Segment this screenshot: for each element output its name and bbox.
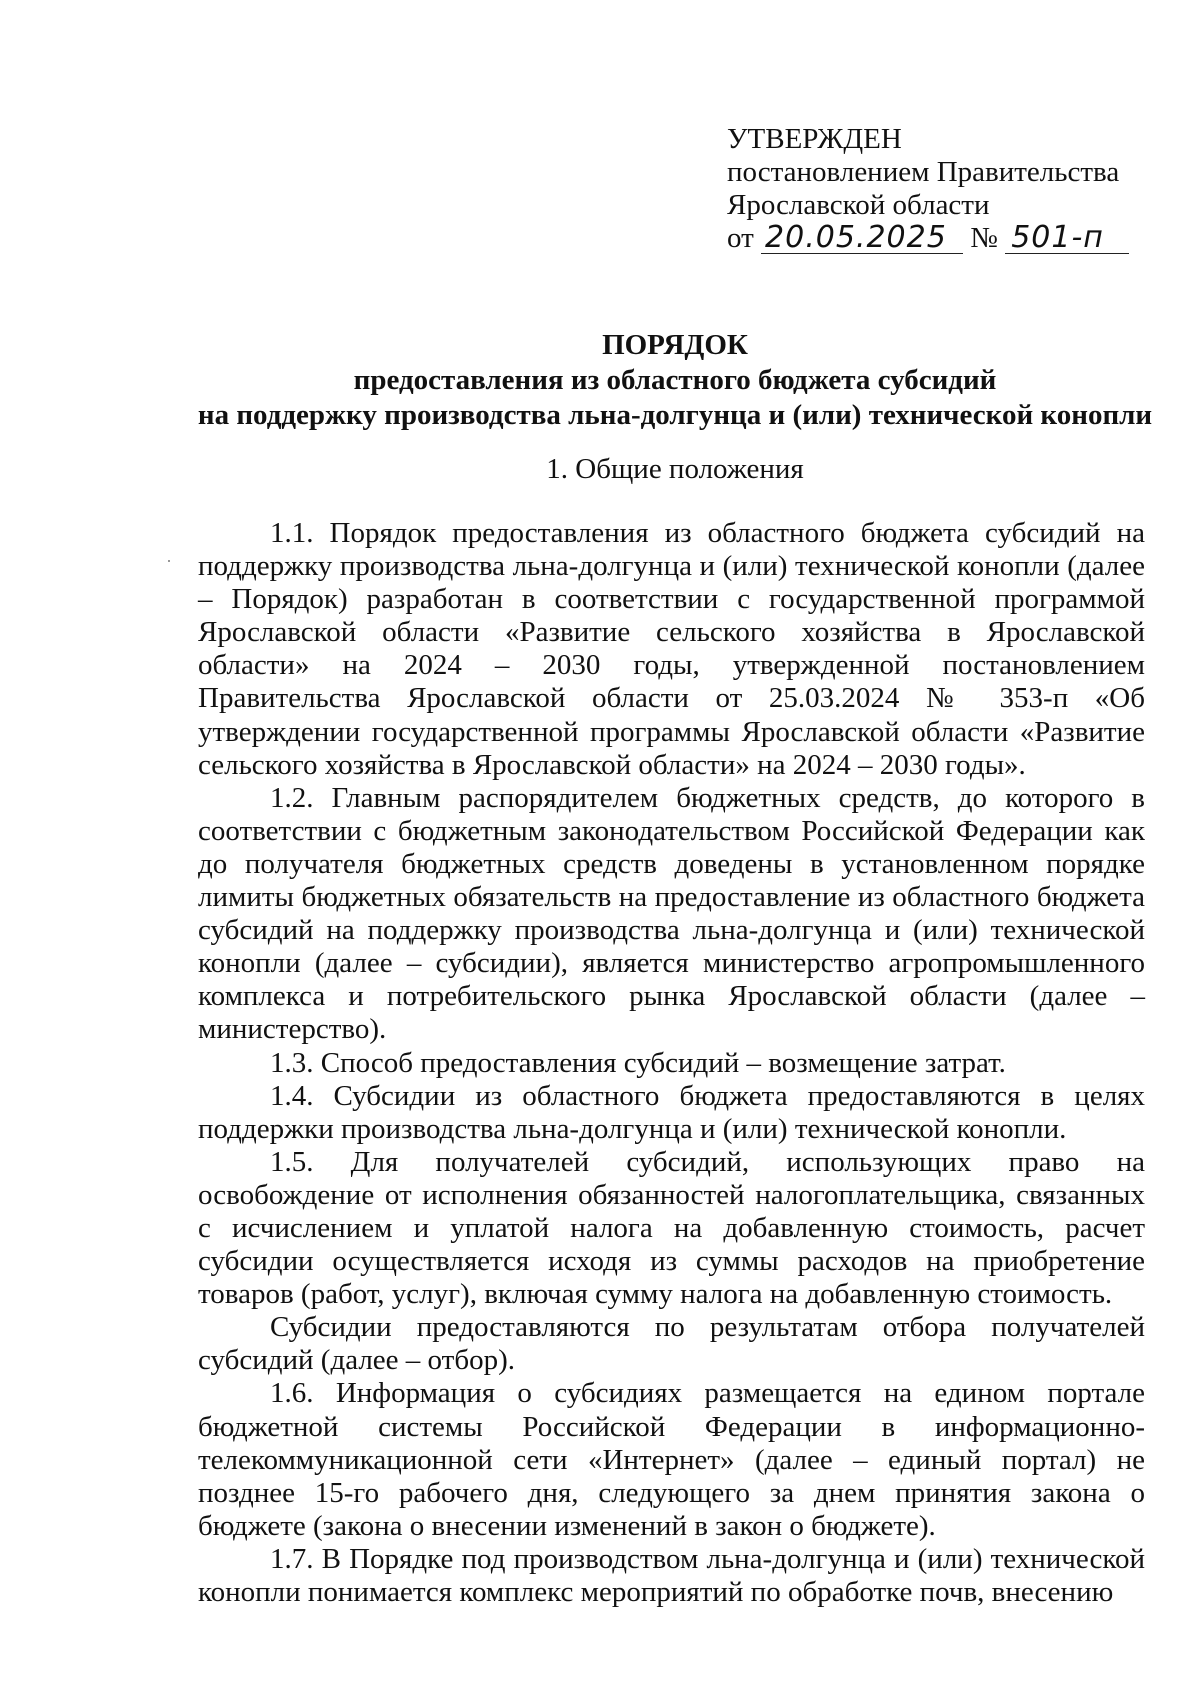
approval-stamp-block — [727, 123, 1147, 255]
scan-speck — [168, 560, 170, 562]
section-heading: 1. Общие положения — [546, 453, 804, 485]
document-body — [198, 517, 1145, 1609]
paragraph-1-4: 1.4. Субсидии из областного бюджета предоставляются в целях поддержки производства льна-долгунца и (или) технической конопли. — [198, 1079, 1145, 1145]
paragraph-1-5-selection: Субсидии предоставляются по результатам отбора получателей субсидий (далее – отбор). — [198, 1311, 1145, 1377]
number-prefix: № — [970, 222, 998, 254]
date-prefix: от — [727, 222, 754, 254]
paragraph-1-1: 1.1. Порядок предоставления из областного бюджета субсидий на поддержку производства льна-долгунца и (или) технической конопли (далее – Порядок) разработан в соответствии с государственной программой Ярославской области «Развитие сельского хозяйства в Ярославской области» на 2024 – 2030 годы, утвержденной постановлением Правительства Ярославской области от 25.03.2024 № 353-п «Об утверждении государственной программы Ярославской области «Развитие сельского хозяйства в Ярославской области» на 2024 – 2030 годы». — [198, 517, 1145, 781]
title-line-1: предоставления из областного бюджета субсидий — [353, 364, 997, 396]
handwritten-number: 501-п — [1005, 223, 1129, 254]
paragraph-1-7: 1.7. В Порядке под производством льна-долгунца и (или) технической конопли понимается комплекс мероприятий по обработке почв, внесению — [198, 1542, 1145, 1608]
title-main: ПОРЯДОК — [602, 329, 748, 361]
approval-date-line — [727, 222, 1147, 255]
approval-heading: УТВЕРЖДЕН — [727, 123, 902, 155]
handwritten-date: 20.05.2025 — [761, 223, 963, 254]
approval-line-resolution: постановлением Правительства — [727, 156, 1120, 188]
paragraph-1-6: 1.6. Информация о субсидиях размещается на едином портале бюджетной системы Российской Федерации в информационно-телекоммуникационной сети «Интернет» (далее – единый портал) не позднее 15-го рабочего дня, следующего за днем принятия закона о бюджете (закона о внесении изменений в закон о бюджете). — [198, 1377, 1145, 1542]
approval-line-region: Ярославской области — [727, 189, 990, 221]
paragraph-1-3: 1.3. Способ предоставления субсидий – возмещение затрат. — [270, 1046, 1006, 1079]
title-line-2: на поддержку производства льна-долгунца и (или) технической конопли — [197, 399, 1153, 431]
paragraph-1-5: 1.5. Для получателей субсидий, использующих право на освобождение от исполнения обязанностей налогоплательщика, связанных с исчислением и уплатой налога на добавленную стоимость, расчет субсидии осуществляется исходя из суммы расходов на приобретение товаров (работ, услуг), включая сумму налога на добавленную стоимость. — [198, 1145, 1145, 1311]
paragraph-1-2: 1.2. Главным распорядителем бюджетных средств, до которого в соответствии с бюджетным законодательством Российской Федерации как до получателя бюджетных средств доведены в установленном порядке лимиты бюджетных обязательств на предоставление из областного бюджета субсидий на поддержку производства льна-долгунца и (или) технической конопли (далее – субсидии), является министерство агропромышленного комплекса и потребительского рынка Ярославской области (далее – министерство). — [198, 781, 1145, 1046]
document-title — [150, 328, 1200, 433]
